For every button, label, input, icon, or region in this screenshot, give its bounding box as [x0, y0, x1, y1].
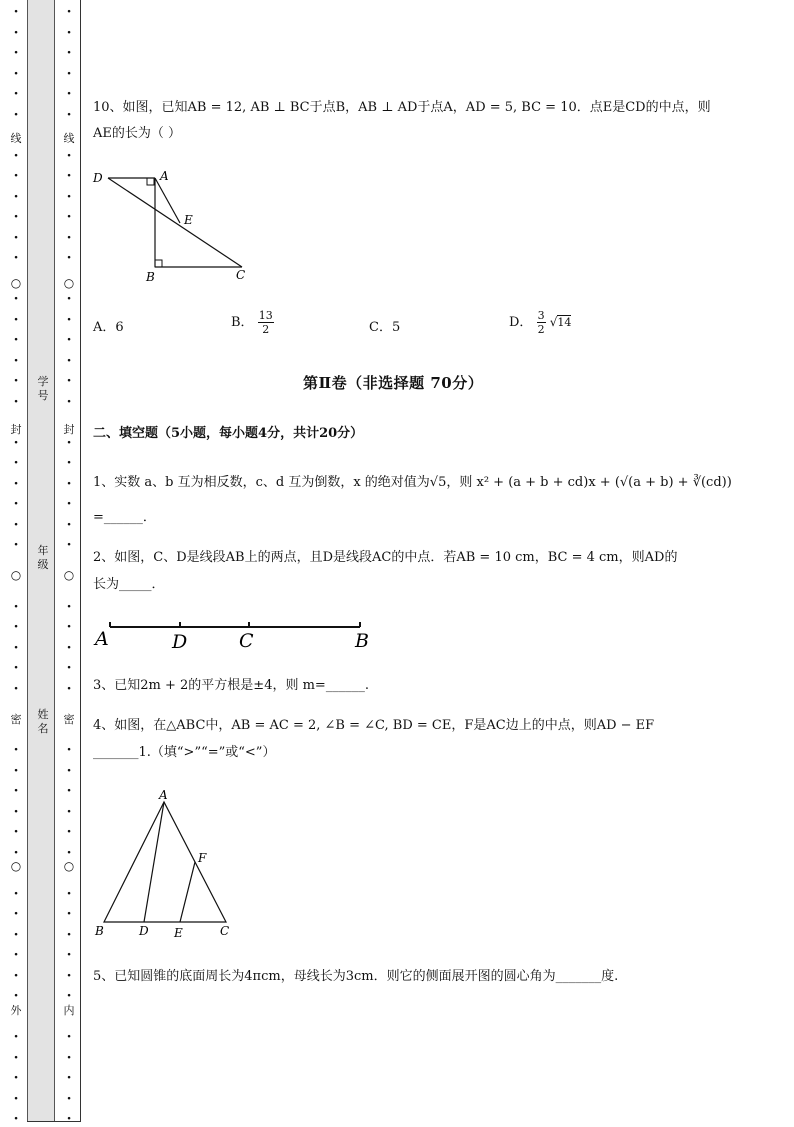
- dot-icon: ·: [66, 906, 72, 922]
- dot-icon: ·: [13, 496, 19, 512]
- dot-icon: ·: [13, 24, 19, 41]
- dot-icon: ·: [66, 803, 72, 820]
- q5-text: 5、已知圆锥的底面周长为4πcm，母线长为3cm．则它的侧面展开图的圆心角为_______度.: [93, 969, 619, 984]
- dot-icon: ·: [13, 1070, 19, 1086]
- dot-icon: ·: [13, 250, 19, 266]
- dot-icon: ·: [66, 45, 72, 61]
- dot-icon: ·: [13, 188, 19, 205]
- dot-icon: ·: [13, 168, 19, 184]
- dot-icon: ·: [66, 455, 72, 471]
- q10-option-b: [231, 309, 274, 336]
- dot-icon: ·: [13, 373, 19, 389]
- segment-ae: [155, 178, 180, 223]
- dot-icon: ·: [66, 1070, 72, 1086]
- dot-icon: ·: [13, 147, 19, 164]
- dot-icon: ·: [66, 24, 72, 41]
- segment-ef: [180, 862, 195, 922]
- sqrt-icon: √: [549, 315, 558, 329]
- dot-icon: ·: [66, 742, 72, 758]
- option-b-fraction: [258, 309, 274, 336]
- dot-icon: ·: [13, 106, 19, 123]
- dot-icon: ·: [13, 947, 19, 963]
- student-id-label: 学号: [37, 375, 49, 402]
- segment-dc: [108, 178, 242, 267]
- circle-icon: ○: [63, 276, 75, 290]
- dot-icon: ·: [13, 537, 19, 553]
- dot-icon: ·: [13, 229, 19, 246]
- circle-icon: ○: [10, 276, 22, 290]
- q10-option-c: C．5: [369, 320, 401, 335]
- fig-label-e: E: [174, 926, 183, 940]
- dot-icon: ·: [13, 291, 19, 307]
- dot-icon: ·: [13, 209, 19, 225]
- fraction-numerator: 3: [537, 309, 545, 322]
- dot-icon: ·: [13, 783, 19, 799]
- dot-icon: ·: [66, 967, 72, 984]
- right-angle-a: [147, 178, 154, 185]
- dot-icon: ·: [66, 1090, 72, 1107]
- circle-icon: ○: [10, 859, 22, 873]
- dot-icon: ·: [13, 65, 19, 82]
- fraction-denominator: 2: [537, 323, 545, 336]
- name-label: 姓名: [37, 708, 49, 735]
- dot-icon: ·: [66, 844, 72, 861]
- q3-text: 3、已知2m + 2的平方根是±4，则 m=______.: [93, 678, 369, 693]
- section-title: 第Ⅱ卷（非选择题 70分）: [303, 374, 484, 392]
- q2-text-line2: 长为_____．: [93, 577, 165, 592]
- fig-label-a: A: [160, 169, 169, 183]
- dot-icon: ·: [13, 4, 19, 20]
- dot-icon: ·: [13, 455, 19, 471]
- dot-icon: ·: [66, 680, 72, 697]
- segment-ad: [144, 802, 164, 922]
- dot-icon: ·: [13, 86, 19, 102]
- fig-label-a: A: [159, 788, 168, 802]
- dot-icon: ·: [13, 824, 19, 840]
- dot-icon: ·: [13, 311, 19, 328]
- fraction-numerator: 13: [258, 309, 273, 322]
- dot-icon: ·: [66, 229, 72, 246]
- dot-icon: ·: [66, 619, 72, 635]
- dot-icon: ·: [13, 1111, 19, 1127]
- grade-label: 年级: [37, 544, 49, 571]
- seal-mark: 封: [10, 423, 22, 436]
- fig-label-c: C: [239, 630, 254, 652]
- dot-icon: ·: [66, 188, 72, 205]
- dot-icon: ·: [66, 1029, 72, 1045]
- dot-icon: ·: [66, 106, 72, 123]
- dot-icon: ·: [13, 803, 19, 820]
- dot-icon: ·: [66, 496, 72, 512]
- fig-label-b: B: [95, 924, 104, 938]
- fig-label-d: D: [93, 171, 103, 185]
- q10-text-line2: AE的长为（ ）: [93, 126, 182, 141]
- dot-icon: ·: [66, 65, 72, 82]
- dot-icon: ·: [66, 762, 72, 779]
- dot-icon: ·: [13, 598, 19, 615]
- dot-icon: ·: [66, 4, 72, 20]
- right-angle-b: [155, 260, 162, 267]
- dot-icon: ·: [13, 660, 19, 676]
- q10-text-line1: 10、如图，已知AB = 12, AB ⊥ BC于点B，AB ⊥ AD于点A，AD = 5, BC = 10．点E是CD的中点，则: [93, 100, 711, 115]
- dot-icon: ·: [66, 311, 72, 328]
- dot-icon: ·: [13, 885, 19, 902]
- dot-icon: ·: [13, 619, 19, 635]
- dot-icon: ·: [66, 250, 72, 266]
- circle-icon: ○: [63, 859, 75, 873]
- dot-icon: ·: [66, 147, 72, 164]
- dot-icon: ·: [13, 967, 19, 984]
- option-d-prefix: D．: [509, 315, 533, 330]
- dot-icon: ·: [66, 209, 72, 225]
- dot-icon: ·: [13, 762, 19, 779]
- dot-icon: ·: [66, 1111, 72, 1127]
- seal-mark: 密: [63, 713, 75, 726]
- dot-icon: ·: [66, 475, 72, 492]
- seal-mark: 密: [10, 713, 22, 726]
- dot-icon: ·: [66, 1049, 72, 1066]
- seal-mark: 线: [63, 132, 75, 145]
- circle-icon: ○: [63, 568, 75, 582]
- dot-icon: ·: [13, 844, 19, 861]
- q2-text-line1: 2、如图，C、D是线段AB上的两点，且D是线段AC的中点．若AB = 10 cm，BC = 4 cm，则AD的: [93, 550, 678, 565]
- seal-mark: 外: [10, 1004, 22, 1017]
- dot-icon: ·: [66, 537, 72, 553]
- dot-icon: ·: [13, 1049, 19, 1066]
- fig-label-e: E: [184, 213, 193, 227]
- dot-icon: ·: [66, 947, 72, 963]
- radicand: 14: [557, 316, 572, 329]
- q2-figure: [92, 612, 382, 654]
- seal-mark: 线: [10, 132, 22, 145]
- seal-mark: 封: [63, 423, 75, 436]
- seal-mark: 内: [63, 1004, 75, 1017]
- q10-figure: [88, 166, 258, 286]
- fig-label-b: B: [146, 270, 155, 284]
- dot-icon: ·: [13, 906, 19, 922]
- q4-text-line1: 4、如图，在△ABC中，AB = AC = 2, ∠B = ∠C, BD = CE，F是AC边上的中点，则AD − EF: [93, 718, 655, 733]
- fig-label-a: A: [95, 628, 109, 650]
- dot-icon: ·: [66, 639, 72, 656]
- fraction-denominator: 2: [262, 323, 270, 336]
- fig-label-b: B: [355, 630, 369, 652]
- dot-icon: ·: [66, 598, 72, 615]
- dot-icon: ·: [13, 680, 19, 697]
- dot-icon: ·: [66, 86, 72, 102]
- option-d-fraction: [537, 309, 546, 336]
- circle-icon: ○: [10, 568, 22, 582]
- dot-icon: ·: [66, 332, 72, 348]
- q4-figure: [90, 786, 240, 941]
- dot-icon: ·: [66, 988, 72, 1004]
- dot-icon: ·: [66, 434, 72, 451]
- dot-icon: ·: [66, 373, 72, 389]
- fig-label-c: C: [236, 268, 246, 282]
- dot-icon: ·: [13, 352, 19, 369]
- dot-icon: ·: [66, 516, 72, 533]
- dot-icon: ·: [13, 45, 19, 61]
- option-b-prefix: B．: [231, 315, 254, 330]
- dot-icon: ·: [13, 639, 19, 656]
- q10-option-d: [509, 309, 571, 336]
- dot-icon: ·: [13, 516, 19, 533]
- dot-icon: ·: [66, 783, 72, 799]
- q4-text-line2: _______1.（填“>”“=”或“<”）: [93, 745, 276, 760]
- fig-label-d: D: [139, 924, 149, 938]
- dot-icon: ·: [13, 475, 19, 492]
- dot-icon: ·: [13, 332, 19, 348]
- dot-icon: ·: [13, 1029, 19, 1045]
- gutter-border: [80, 0, 81, 1122]
- dot-icon: ·: [13, 742, 19, 758]
- dot-icon: ·: [13, 1090, 19, 1107]
- dot-icon: ·: [13, 926, 19, 943]
- part-heading: 二、填空题（5小题，每小题4分，共计20分）: [93, 426, 364, 441]
- dot-icon: ·: [66, 926, 72, 943]
- fig-label-d: D: [172, 631, 188, 653]
- dot-icon: ·: [13, 988, 19, 1004]
- dot-icon: ·: [66, 393, 72, 410]
- fig-label-c: C: [220, 924, 230, 938]
- dot-icon: ·: [66, 291, 72, 307]
- dot-icon: ·: [66, 885, 72, 902]
- q10-option-a: A．6: [93, 320, 124, 335]
- dot-icon: ·: [13, 393, 19, 410]
- binding-gutter: [0, 0, 82, 1127]
- dot-icon: ·: [66, 168, 72, 184]
- triangle-abc: [104, 802, 226, 922]
- dot-icon: ·: [13, 434, 19, 451]
- fig-label-f: F: [198, 851, 207, 865]
- dot-icon: ·: [66, 660, 72, 676]
- q1-text-line2: =______．: [93, 510, 156, 525]
- dot-icon: ·: [66, 824, 72, 840]
- dot-icon: ·: [66, 352, 72, 369]
- q1-text-line1: 1、实数 a、b 互为相反数，c、d 互为倒数，x 的绝对值为√5，则 x² + (a + b + cd)x + (√(a + b) + ∛(cd)): [93, 475, 732, 490]
